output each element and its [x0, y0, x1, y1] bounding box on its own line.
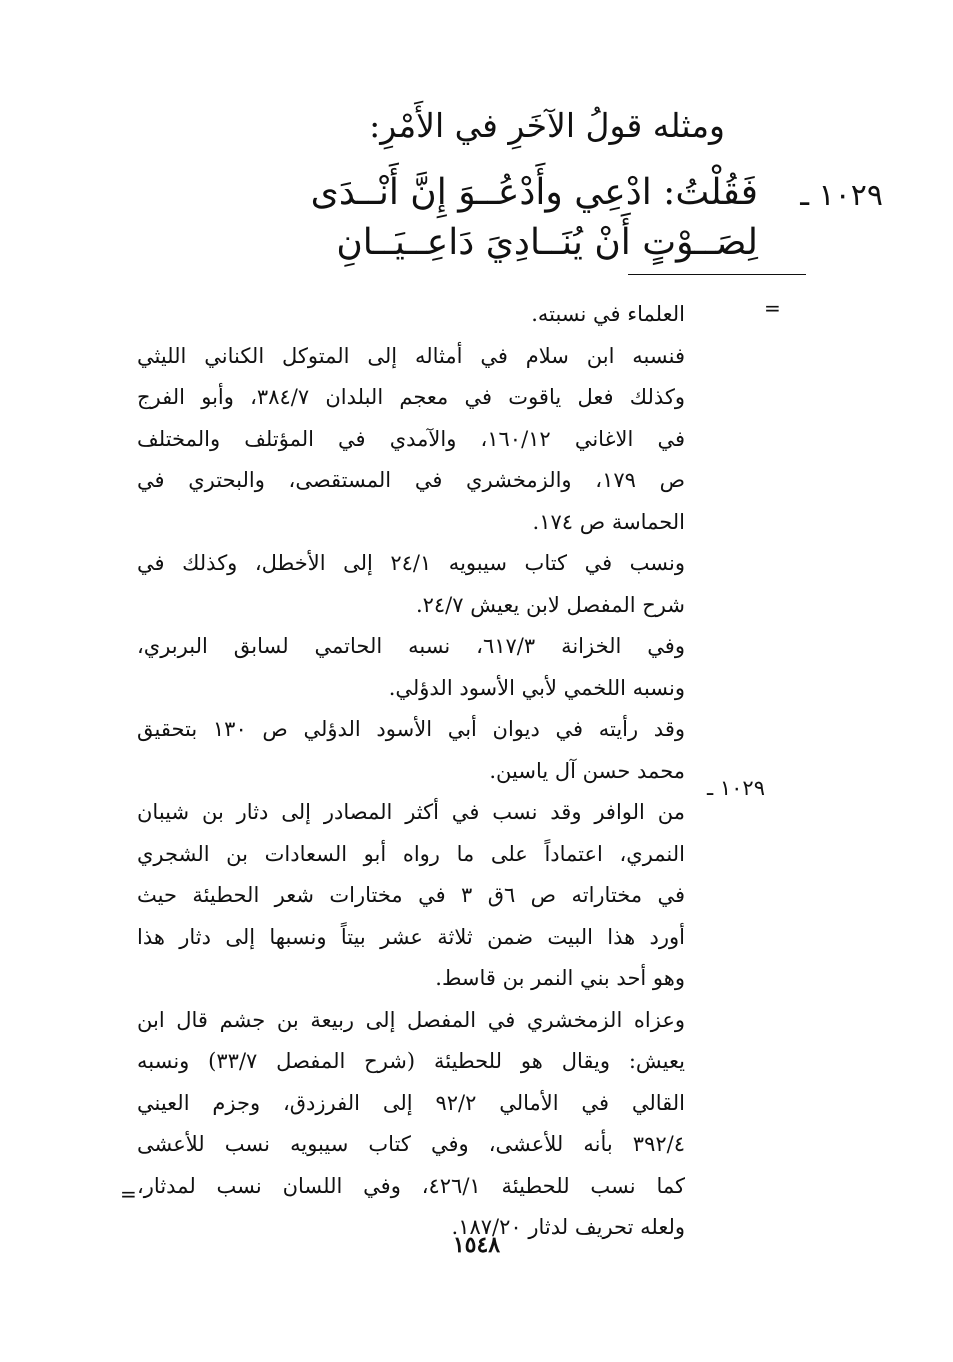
footnote-line: القالي في الأمالي ٩٢/٢ إلى الفرزدق، وجزم العيني	[137, 1090, 685, 1115]
footnote-line: ص ١٧٩، والزمخشري في المستقصى، والبحتري في	[137, 468, 685, 492]
footnote-line: ونسب في كتاب سيبويه ٢٤/١ إلى الأخطل، وكذلك في	[137, 551, 685, 575]
footnote-line: أورد هذا البيت ضمن ثلاثة عشر بيتاً ونسبها إلى دثار هذا	[137, 924, 685, 949]
footnote-line: ونسبه اللخمي لأبي الأسود الدؤلي.	[388, 675, 685, 700]
footnote-line: الحماسة ص ١٧٤.	[532, 509, 685, 534]
page-number: ١٥٤٨	[452, 1232, 501, 1258]
footnote-line: وعزاه الزمخشري في المفصل إلى ربيعة بن جشم قال ابن	[137, 1007, 685, 1032]
footnote-line: وقد رأيته في ديوان أبي الأسود الدؤلي ص ١٣٠ بتحقيق	[137, 717, 685, 741]
footnote-line: يعيش: ويقال هو للحطيئة (شرح المفصل ٣٣/٧) ونسبه	[137, 1049, 685, 1073]
footnote-line: النمري، اعتماداً على ما رواه أبو السعادات بن الشجري	[137, 841, 685, 866]
footnote-line: ولعله تحريف لدثار ١٨٧/٢٠.	[451, 1215, 685, 1239]
footnote-line: في مختاراته ص ٦ق ٣ في مختارات شعر الحطيئة حيث	[137, 883, 685, 907]
footnote-line: فنسبه ابن سلام في أمثاله إلى المتوكل الكناني الليثي	[137, 343, 685, 368]
continuation-mark-bottom: =	[120, 1182, 137, 1206]
verse-hemistich-1: فَقُلْتُ: ادْعِي وأَدْعُــوَ إِنَّ أَنْــدَى	[310, 172, 758, 213]
verse-number: ١٠٢٩ ـ	[800, 178, 883, 213]
footnote-line: وهو أحد بني النمر بن قاسط.	[435, 966, 685, 990]
footnote-line: وكذلك فعل ياقوت في معجم البلدان ٣٨٤/٧، وأبو الفرج	[137, 385, 685, 409]
footnote-separator	[628, 274, 806, 275]
footnote-line: العلماء في نسبته.	[531, 302, 685, 326]
footnote-number: ١٠٢٩ ـ	[707, 776, 765, 800]
continuation-mark-top: =	[764, 296, 781, 320]
verse-hemistich-2: لِصَــوْتٍ أَنْ يُنَــادِيَ دَاعِــيَــانِ	[336, 222, 758, 263]
footnote-line: شرح المفصل لابن يعيش ٢٤/٧.	[415, 592, 685, 617]
footnote-line: محمد حسن آل ياسين.	[489, 758, 685, 783]
footnote-line: كما نسب للحطيئة ٤٢٦/١، وفي اللسان نسب لمدثار،	[137, 1173, 685, 1198]
footnote-line: في الاغاني ١٦٠/١٢، والآمدي في المؤتلف والمختلف	[137, 426, 685, 451]
footnotes-block	[137, 294, 685, 1249]
footnote-line: ٣٩٢/٤ بأنه للأعشى، وفي كتاب سيبويه نسب للأعشى	[137, 1132, 685, 1156]
footnote-line: وفي الخزانة ٦١٧/٣، نسبه الحاتمي لسابق البربري،	[137, 634, 685, 658]
intro-line: ومثله قولُ الآخَرِ في الأَمْرِ:	[369, 106, 725, 145]
footnote-line: من الوافر وقد نسب في أكثر المصادر إلى دثار بن شيبان	[137, 800, 685, 824]
